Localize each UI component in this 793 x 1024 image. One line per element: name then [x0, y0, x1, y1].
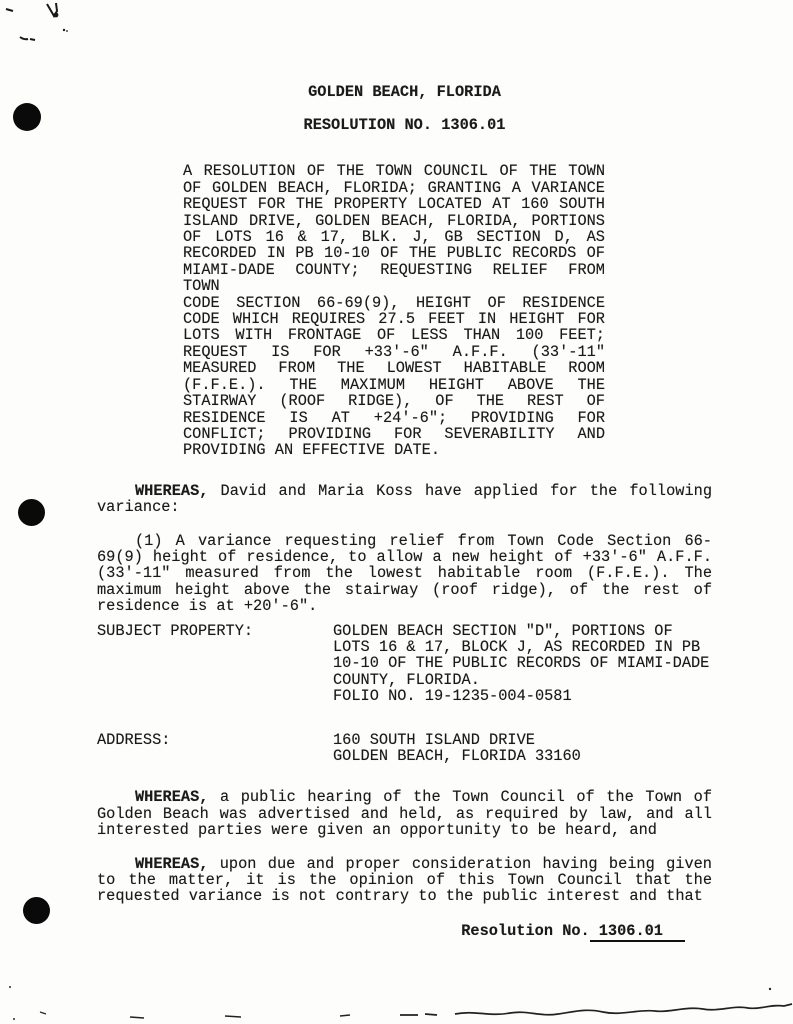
summary-line: OF LOTS 16 & 17, BLK. J, GB SECTION D, AS: [183, 228, 605, 247]
summary-line: MEASURED FROM THE LOWEST HABITABLE ROOM: [183, 359, 605, 378]
subject-property-value: [333, 623, 712, 705]
scan-edge-artifact: [0, 975, 793, 1024]
paragraph-line: [97, 856, 712, 872]
paragraph-line: variance:: [97, 498, 180, 517]
summary-line: ISLAND DRIVE, GOLDEN BEACH, FLORIDA, PORTIONS: [183, 211, 605, 230]
summary-line: REQUEST IS FOR +33'-6" A.F.F. (33'-11": [183, 342, 605, 361]
summary-line: RECORDED IN PB 10-10 OF THE PUBLIC RECORDS OF: [183, 244, 605, 263]
summary-line: RESIDENCE IS AT +24'-6"; PROVIDING FOR: [183, 408, 605, 427]
whereas-opinion-paragraph: [97, 856, 712, 905]
whereas-applied-paragraph: [97, 483, 712, 516]
punch-hole-middle: [18, 499, 45, 526]
summary-line: OF GOLDEN BEACH, FLORIDA; GRANTING A VARIANCE: [183, 178, 605, 197]
punch-hole-top: [13, 103, 41, 131]
summary-line: MIAMI-DADE COUNTY; REQUESTING RELIEF FROM TOWN: [183, 260, 605, 296]
summary-line: CONFLICT; PROVIDING FOR SEVERABILITY AND: [183, 424, 605, 443]
footer-resolution-label: Resolution No.: [461, 921, 590, 940]
town-title: GOLDEN BEACH, FLORIDA: [308, 83, 501, 101]
resolution-number-heading: RESOLUTION NO. 1306.01: [303, 116, 506, 134]
value-line: LOTS 16 & 17, BLOCK J, AS RECORDED IN PB: [333, 637, 701, 656]
paragraph-line: [97, 483, 712, 499]
paragraph-line: (1) A variance requesting relief from Town Code Section 66-: [135, 531, 712, 550]
paragraph-line: to the matter, it is the opinion of this Town Council that the: [97, 871, 712, 890]
paragraph-line: interested parties were given an opportunity to be heard, and: [97, 821, 657, 840]
paragraph-text: David and Maria Koss have applied for the following: [208, 481, 712, 500]
paragraph-text: upon due and proper consideration having being given: [208, 854, 712, 873]
paragraph-line: residence is at +20'-6".: [97, 597, 318, 616]
subject-property-label: SUBJECT PROPERTY:: [97, 621, 254, 640]
summary-line: CODE WHICH REQUIRES 27.5 FEET IN HEIGHT FOR: [183, 310, 605, 329]
numbered-variance-paragraph: [97, 533, 712, 615]
paragraph-line: 69(9) height of residence, to allow a new height of +33'-6" A.F.F.: [97, 547, 712, 566]
paragraph-line: requested variance is not contrary to the public interest and that: [97, 887, 703, 906]
whereas-keyword: WHEREAS,: [135, 481, 209, 500]
footer-resolution-reference: [97, 923, 712, 942]
address-row: [97, 732, 712, 765]
summary-line: STAIRWAY (ROOF RIDGE), OF THE REST OF: [183, 392, 605, 411]
whereas-hearing-paragraph: [97, 789, 712, 838]
ink-marks-top-left: [0, 0, 120, 60]
whereas-keyword: WHEREAS,: [135, 788, 209, 807]
paragraph-line: [97, 789, 712, 805]
value-line: COUNTY, FLORIDA.: [333, 670, 480, 689]
value-line: 10-10 OF THE PUBLIC RECORDS OF MIAMI-DADE: [333, 654, 710, 673]
summary-line: PROVIDING AN EFFECTIVE DATE.: [183, 441, 441, 460]
punch-hole-bottom: [23, 897, 50, 924]
resolution-summary-block: [183, 163, 605, 458]
value-line: GOLDEN BEACH SECTION "D", PORTIONS OF: [333, 621, 673, 640]
document-content: [97, 84, 712, 942]
footer-resolution-number: 1306.01: [590, 923, 685, 942]
address-label: ADDRESS:: [97, 730, 171, 749]
summary-line: LOTS WITH FRONTAGE OF LESS THAN 100 FEET;: [183, 326, 605, 345]
address-value: [333, 732, 712, 765]
summary-line: CODE SECTION 66-69(9), HEIGHT OF RESIDENCE: [183, 293, 605, 312]
whereas-keyword: WHEREAS,: [135, 854, 209, 873]
subject-property-row: [97, 623, 712, 705]
summary-line: (F.F.E.). THE MAXIMUM HEIGHT ABOVE THE: [183, 375, 605, 394]
paragraph-line: maximum height above the stairway (roof ridge), of the rest of: [97, 580, 712, 599]
value-line: FOLIO NO. 19-1235-004-0581: [333, 687, 572, 706]
summary-line: REQUEST FOR THE PROPERTY LOCATED AT 160 SOUTH: [183, 195, 605, 214]
paragraph-line: (33'-11" measured from the lowest habitable room (F.F.E.). The: [97, 564, 712, 583]
paragraph-line: Golden Beach was advertised and held, as required by law, and all: [97, 804, 712, 823]
summary-line: A RESOLUTION OF THE TOWN COUNCIL OF THE TOWN: [183, 162, 605, 181]
value-line: 160 SOUTH ISLAND DRIVE: [333, 730, 535, 749]
value-line: GOLDEN BEACH, FLORIDA 33160: [333, 747, 581, 765]
paragraph-text: a public hearing of the Town Council of the Town of: [208, 788, 712, 807]
